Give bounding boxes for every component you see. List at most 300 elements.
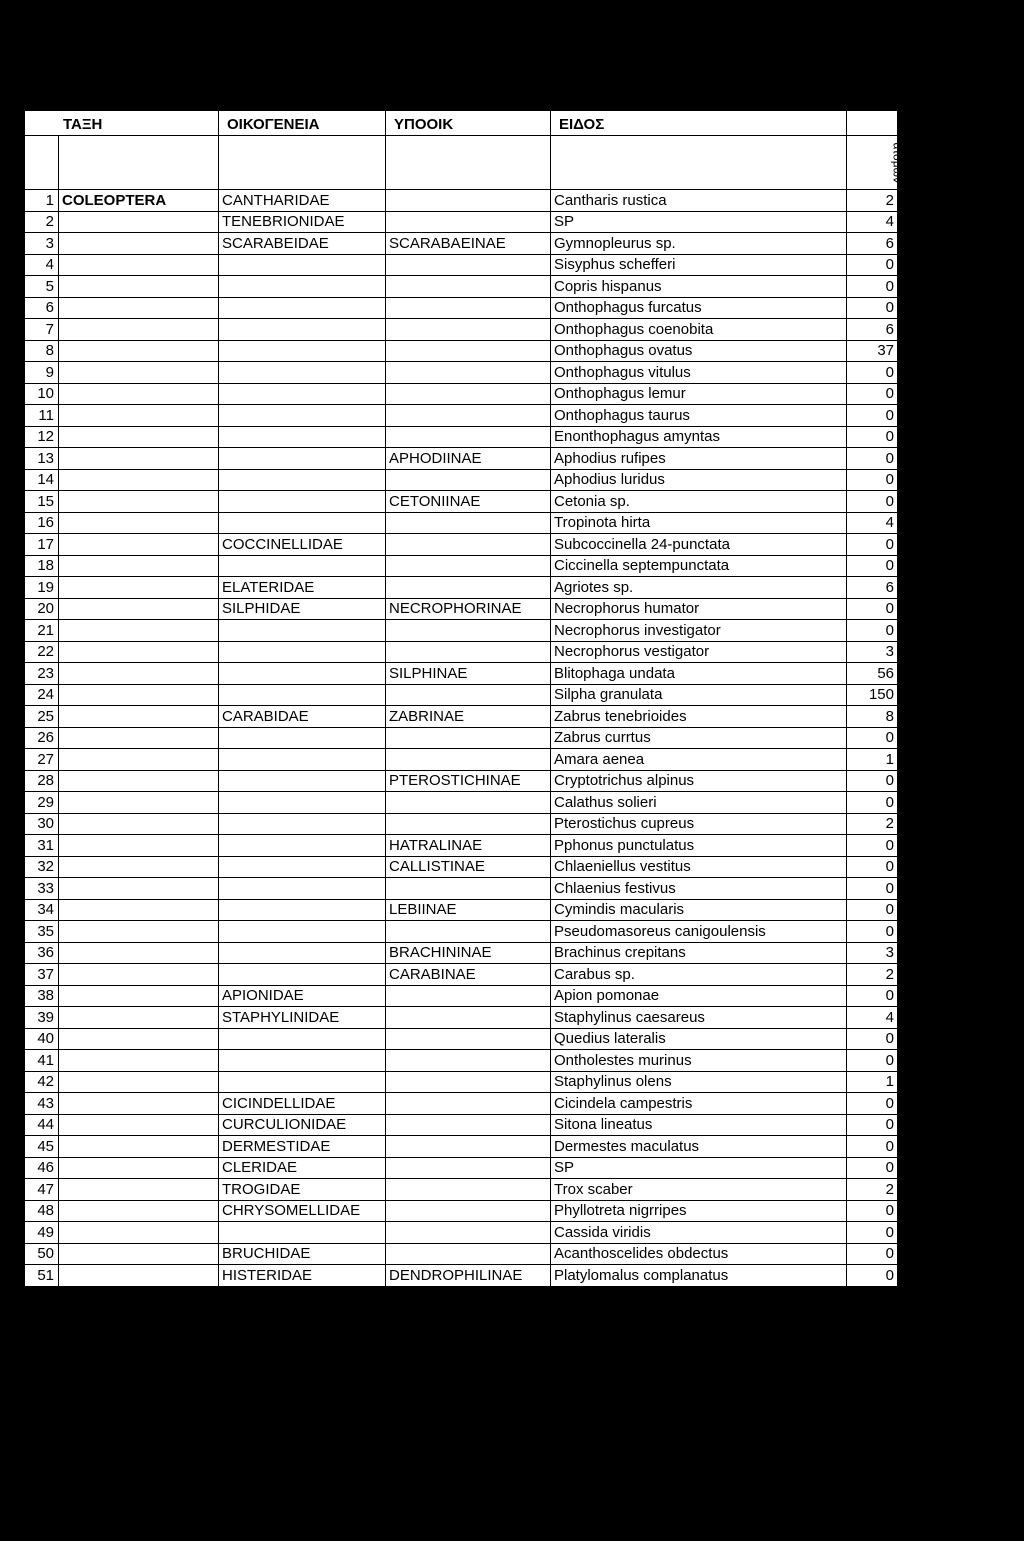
- family-cell: [219, 405, 386, 427]
- order-cell: [59, 899, 219, 921]
- subfamily-cell: [386, 1071, 551, 1093]
- family-cell: [219, 964, 386, 986]
- row-number: 40: [25, 1028, 59, 1050]
- subfamily-cell: LEBIINAE: [386, 899, 551, 921]
- family-cell: [219, 792, 386, 814]
- species-cell: Zabrus tenebrioides: [551, 706, 847, 728]
- table-row: [25, 706, 898, 728]
- table-row: [25, 1222, 898, 1244]
- order-cell: [59, 620, 219, 642]
- family-cell: HISTERIDAE: [219, 1265, 386, 1287]
- row-number: 4: [25, 254, 59, 276]
- table-row: [25, 1243, 898, 1265]
- count-cell: 0: [847, 985, 898, 1007]
- subfamily-cell: HATRALINAE: [386, 835, 551, 857]
- species-cell: Acanthoscelides obdectus: [551, 1243, 847, 1265]
- family-cell: TROGIDAE: [219, 1179, 386, 1201]
- table-row: [25, 856, 898, 878]
- table-row: [25, 878, 898, 900]
- table-row: [25, 792, 898, 814]
- table-row: [25, 534, 898, 556]
- subfamily-cell: [386, 297, 551, 319]
- family-cell: [219, 512, 386, 534]
- subfamily-cell: [386, 534, 551, 556]
- table-row: [25, 297, 898, 319]
- species-cell: Zabrus currtus: [551, 727, 847, 749]
- species-cell: Onthophagus vitulus: [551, 362, 847, 384]
- order-cell: [59, 835, 219, 857]
- species-cell: Ontholestes murinus: [551, 1050, 847, 1072]
- subfamily-cell: [386, 985, 551, 1007]
- row-number: 37: [25, 964, 59, 986]
- table-row: [25, 985, 898, 1007]
- subfamily-cell: [386, 641, 551, 663]
- order-cell: [59, 770, 219, 792]
- header-order: ΤΑΞΗ: [25, 111, 219, 136]
- order-cell: [59, 1179, 219, 1201]
- row-number: 43: [25, 1093, 59, 1115]
- species-cell: Copris hispanus: [551, 276, 847, 298]
- order-cell: [59, 1265, 219, 1287]
- order-cell: [59, 878, 219, 900]
- header-count: [847, 136, 916, 190]
- row-number: 27: [25, 749, 59, 771]
- row-number: 26: [25, 727, 59, 749]
- row-number: 21: [25, 620, 59, 642]
- order-cell: [59, 598, 219, 620]
- table-row: [25, 340, 898, 362]
- subfamily-cell: [386, 1200, 551, 1222]
- subfamily-cell: [386, 319, 551, 341]
- blank-cell: [386, 136, 551, 190]
- table-row: [25, 1136, 898, 1158]
- species-cell: Calathus solieri: [551, 792, 847, 814]
- row-number: 47: [25, 1179, 59, 1201]
- header-count-line2: ατομων: [890, 142, 904, 183]
- count-cell: 0: [847, 1114, 898, 1136]
- subfamily-cell: [386, 620, 551, 642]
- subfamily-cell: PTEROSTICHINAE: [386, 770, 551, 792]
- table-row: [25, 233, 898, 255]
- subfamily-cell: NECROPHORINAE: [386, 598, 551, 620]
- species-cell: Brachinus crepitans: [551, 942, 847, 964]
- family-cell: CHRYSOMELLIDAE: [219, 1200, 386, 1222]
- row-number: 36: [25, 942, 59, 964]
- count-cell: 1: [847, 749, 898, 771]
- family-cell: [219, 1028, 386, 1050]
- species-cell: Carabus sp.: [551, 964, 847, 986]
- count-cell: 0: [847, 1093, 898, 1115]
- table-row: [25, 1050, 898, 1072]
- row-number: 20: [25, 598, 59, 620]
- order-cell: [59, 254, 219, 276]
- order-cell: [59, 512, 219, 534]
- row-number: 3: [25, 233, 59, 255]
- order-cell: [59, 1071, 219, 1093]
- table-row: [25, 383, 898, 405]
- count-cell: 37: [847, 340, 898, 362]
- subfamily-cell: APHODIINAE: [386, 448, 551, 470]
- header-sub-row: [25, 136, 898, 190]
- family-cell: TENEBRIONIDAE: [219, 211, 386, 233]
- table-row: [25, 1093, 898, 1115]
- table-row: [25, 448, 898, 470]
- order-cell: [59, 1050, 219, 1072]
- order-cell: [59, 233, 219, 255]
- family-cell: DERMESTIDAE: [219, 1136, 386, 1158]
- order-cell: [59, 319, 219, 341]
- count-cell: 3: [847, 641, 898, 663]
- order-cell: [59, 792, 219, 814]
- subfamily-cell: [386, 1050, 551, 1072]
- family-cell: BRUCHIDAE: [219, 1243, 386, 1265]
- species-table-sheet: [24, 110, 916, 1287]
- count-cell: 0: [847, 534, 898, 556]
- count-cell: 0: [847, 1028, 898, 1050]
- row-number: 5: [25, 276, 59, 298]
- species-cell: Onthophagus taurus: [551, 405, 847, 427]
- order-cell: [59, 942, 219, 964]
- row-number: 17: [25, 534, 59, 556]
- species-cell: Cryptotrichus alpinus: [551, 770, 847, 792]
- species-cell: Quedius lateralis: [551, 1028, 847, 1050]
- order-cell: COLEOPTERA: [59, 190, 219, 212]
- count-cell: 2: [847, 190, 898, 212]
- table-row: [25, 899, 898, 921]
- family-cell: [219, 813, 386, 835]
- row-number: 25: [25, 706, 59, 728]
- count-cell: 0: [847, 1136, 898, 1158]
- order-cell: [59, 663, 219, 685]
- row-number: 49: [25, 1222, 59, 1244]
- order-cell: [59, 727, 219, 749]
- row-number: 7: [25, 319, 59, 341]
- table-row: [25, 1028, 898, 1050]
- species-cell: Cassida viridis: [551, 1222, 847, 1244]
- table-row: [25, 727, 898, 749]
- species-cell: Tropinota hirta: [551, 512, 847, 534]
- row-number: 15: [25, 491, 59, 513]
- header-species: ΕΙΔΟΣ: [551, 111, 847, 136]
- order-cell: [59, 491, 219, 513]
- subfamily-cell: [386, 512, 551, 534]
- table-row: [25, 620, 898, 642]
- order-cell: [59, 684, 219, 706]
- family-cell: SILPHIDAE: [219, 598, 386, 620]
- count-cell: 4: [847, 1007, 898, 1029]
- row-number: 38: [25, 985, 59, 1007]
- row-number: 1: [25, 190, 59, 212]
- table-row: [25, 964, 898, 986]
- subfamily-cell: [386, 921, 551, 943]
- count-cell: 0: [847, 405, 898, 427]
- subfamily-cell: [386, 577, 551, 599]
- subfamily-cell: [386, 276, 551, 298]
- row-number: 33: [25, 878, 59, 900]
- table-row: [25, 362, 898, 384]
- subfamily-cell: [386, 405, 551, 427]
- row-number: 42: [25, 1071, 59, 1093]
- subfamily-cell: [386, 1093, 551, 1115]
- order-cell: [59, 985, 219, 1007]
- family-cell: [219, 684, 386, 706]
- subfamily-cell: [386, 1007, 551, 1029]
- species-cell: SP: [551, 1157, 847, 1179]
- species-cell: Dermestes maculatus: [551, 1136, 847, 1158]
- family-cell: [219, 319, 386, 341]
- count-cell: 0: [847, 555, 898, 577]
- subfamily-cell: [386, 1136, 551, 1158]
- order-cell: [59, 1114, 219, 1136]
- species-cell: Necrophorus humator: [551, 598, 847, 620]
- row-number: 51: [25, 1265, 59, 1287]
- count-cell: 56: [847, 663, 898, 685]
- species-cell: Aphodius rufipes: [551, 448, 847, 470]
- table-row: [25, 276, 898, 298]
- table-row: [25, 1265, 898, 1287]
- subfamily-cell: DENDROPHILINAE: [386, 1265, 551, 1287]
- count-cell: 0: [847, 276, 898, 298]
- family-cell: [219, 835, 386, 857]
- species-cell: Platylomalus complanatus: [551, 1265, 847, 1287]
- species-cell: Chlaenius festivus: [551, 878, 847, 900]
- row-number: 35: [25, 921, 59, 943]
- order-cell: [59, 448, 219, 470]
- species-cell: Chlaeniellus vestitus: [551, 856, 847, 878]
- row-number: 44: [25, 1114, 59, 1136]
- table-row: [25, 254, 898, 276]
- family-cell: [219, 426, 386, 448]
- subfamily-cell: [386, 878, 551, 900]
- count-cell: 0: [847, 1200, 898, 1222]
- order-cell: [59, 749, 219, 771]
- table-row: [25, 319, 898, 341]
- table-body: [25, 190, 898, 1287]
- table-row: [25, 1007, 898, 1029]
- subfamily-cell: ZABRINAE: [386, 706, 551, 728]
- family-cell: [219, 727, 386, 749]
- species-cell: Enonthophagus amyntas: [551, 426, 847, 448]
- family-cell: [219, 1050, 386, 1072]
- order-cell: [59, 1136, 219, 1158]
- family-cell: [219, 663, 386, 685]
- family-cell: [219, 555, 386, 577]
- table-row: [25, 1157, 898, 1179]
- subfamily-cell: [386, 1157, 551, 1179]
- species-cell: Staphylinus olens: [551, 1071, 847, 1093]
- family-cell: [219, 749, 386, 771]
- count-cell: 6: [847, 233, 898, 255]
- order-cell: [59, 1028, 219, 1050]
- species-cell: Cetonia sp.: [551, 491, 847, 513]
- species-table: [24, 110, 916, 1287]
- header-row: [25, 111, 898, 136]
- count-cell: 2: [847, 1179, 898, 1201]
- table-row: [25, 684, 898, 706]
- table-row: [25, 469, 898, 491]
- species-cell: Amara aenea: [551, 749, 847, 771]
- order-cell: [59, 706, 219, 728]
- order-cell: [59, 211, 219, 233]
- count-cell: 0: [847, 1050, 898, 1072]
- row-number: 13: [25, 448, 59, 470]
- family-cell: SCARABEIDAE: [219, 233, 386, 255]
- species-cell: Aphodius luridus: [551, 469, 847, 491]
- subfamily-cell: [386, 684, 551, 706]
- count-cell: 0: [847, 383, 898, 405]
- table-row: [25, 813, 898, 835]
- table-row: [25, 641, 898, 663]
- count-cell: 8: [847, 706, 898, 728]
- count-cell: 0: [847, 491, 898, 513]
- row-number: 45: [25, 1136, 59, 1158]
- count-cell: 0: [847, 426, 898, 448]
- order-cell: [59, 856, 219, 878]
- order-cell: [59, 276, 219, 298]
- count-cell: 0: [847, 921, 898, 943]
- row-number: 19: [25, 577, 59, 599]
- species-cell: Necrophorus vestigator: [551, 641, 847, 663]
- species-cell: Ciccinella septempunctata: [551, 555, 847, 577]
- family-cell: [219, 362, 386, 384]
- row-number: 39: [25, 1007, 59, 1029]
- count-cell: 0: [847, 254, 898, 276]
- row-number: 31: [25, 835, 59, 857]
- table-row: [25, 598, 898, 620]
- count-cell: 0: [847, 362, 898, 384]
- order-cell: [59, 362, 219, 384]
- subfamily-cell: CALLISTINAE: [386, 856, 551, 878]
- order-cell: [59, 1093, 219, 1115]
- species-cell: Subcoccinella 24-punctata: [551, 534, 847, 556]
- family-cell: [219, 921, 386, 943]
- family-cell: [219, 383, 386, 405]
- blank-cell: [25, 136, 59, 190]
- count-cell: 6: [847, 577, 898, 599]
- row-number: 34: [25, 899, 59, 921]
- count-cell: 2: [847, 964, 898, 986]
- count-cell: 0: [847, 1157, 898, 1179]
- family-cell: [219, 276, 386, 298]
- species-cell: Blitophaga undata: [551, 663, 847, 685]
- family-cell: [219, 1222, 386, 1244]
- subfamily-cell: [386, 254, 551, 276]
- species-cell: Apion pomonae: [551, 985, 847, 1007]
- species-cell: SP: [551, 211, 847, 233]
- subfamily-cell: [386, 813, 551, 835]
- count-cell: 6: [847, 319, 898, 341]
- count-cell: 0: [847, 770, 898, 792]
- row-number: 22: [25, 641, 59, 663]
- subfamily-cell: [386, 469, 551, 491]
- family-cell: COCCINELLIDAE: [219, 534, 386, 556]
- table-row: [25, 921, 898, 943]
- row-number: 14: [25, 469, 59, 491]
- count-cell: 3: [847, 942, 898, 964]
- family-cell: [219, 620, 386, 642]
- species-cell: Pseudomasoreus canigoulensis: [551, 921, 847, 943]
- family-cell: CLERIDAE: [219, 1157, 386, 1179]
- count-cell: 0: [847, 835, 898, 857]
- family-cell: [219, 899, 386, 921]
- table-row: [25, 211, 898, 233]
- row-number: 10: [25, 383, 59, 405]
- order-cell: [59, 340, 219, 362]
- subfamily-cell: [386, 383, 551, 405]
- species-cell: Onthophagus furcatus: [551, 297, 847, 319]
- count-cell: 0: [847, 598, 898, 620]
- subfamily-cell: [386, 1028, 551, 1050]
- count-cell: 4: [847, 211, 898, 233]
- table-row: [25, 190, 898, 212]
- order-cell: [59, 469, 219, 491]
- table-row: [25, 1200, 898, 1222]
- table-row: [25, 835, 898, 857]
- row-number: 29: [25, 792, 59, 814]
- count-cell: 0: [847, 1222, 898, 1244]
- table-row: [25, 405, 898, 427]
- table-row: [25, 512, 898, 534]
- order-cell: [59, 426, 219, 448]
- count-cell: 0: [847, 620, 898, 642]
- family-cell: CANTHARIDAE: [219, 190, 386, 212]
- row-number: 24: [25, 684, 59, 706]
- table-row: [25, 1114, 898, 1136]
- family-cell: [219, 297, 386, 319]
- family-cell: [219, 340, 386, 362]
- species-cell: Pphonus punctulatus: [551, 835, 847, 857]
- species-cell: Cantharis rustica: [551, 190, 847, 212]
- row-number: 32: [25, 856, 59, 878]
- species-cell: Sitona lineatus: [551, 1114, 847, 1136]
- subfamily-cell: [386, 1114, 551, 1136]
- count-cell: 2: [847, 813, 898, 835]
- header-family: ΟΙΚΟΓΕΝΕΙΑ: [219, 111, 386, 136]
- family-cell: [219, 942, 386, 964]
- subfamily-cell: CETONIINAE: [386, 491, 551, 513]
- subfamily-cell: [386, 426, 551, 448]
- family-cell: [219, 491, 386, 513]
- subfamily-cell: SILPHINAE: [386, 663, 551, 685]
- count-cell: 0: [847, 448, 898, 470]
- species-cell: Silpha granulata: [551, 684, 847, 706]
- order-cell: [59, 1007, 219, 1029]
- row-number: 6: [25, 297, 59, 319]
- row-number: 18: [25, 555, 59, 577]
- subfamily-cell: [386, 555, 551, 577]
- table-row: [25, 770, 898, 792]
- family-cell: CURCULIONIDAE: [219, 1114, 386, 1136]
- subfamily-cell: [386, 1222, 551, 1244]
- row-number: 23: [25, 663, 59, 685]
- family-cell: [219, 641, 386, 663]
- table-row: [25, 491, 898, 513]
- header-count-top: [847, 111, 898, 136]
- count-cell: 0: [847, 878, 898, 900]
- order-cell: [59, 1222, 219, 1244]
- subfamily-cell: [386, 190, 551, 212]
- blank-cell: [551, 136, 847, 190]
- family-cell: [219, 770, 386, 792]
- subfamily-cell: [386, 362, 551, 384]
- row-number: 16: [25, 512, 59, 534]
- table-row: [25, 555, 898, 577]
- row-number: 11: [25, 405, 59, 427]
- subfamily-cell: [386, 1243, 551, 1265]
- subfamily-cell: [386, 211, 551, 233]
- species-cell: Necrophorus investigator: [551, 620, 847, 642]
- species-cell: Cymindis macularis: [551, 899, 847, 921]
